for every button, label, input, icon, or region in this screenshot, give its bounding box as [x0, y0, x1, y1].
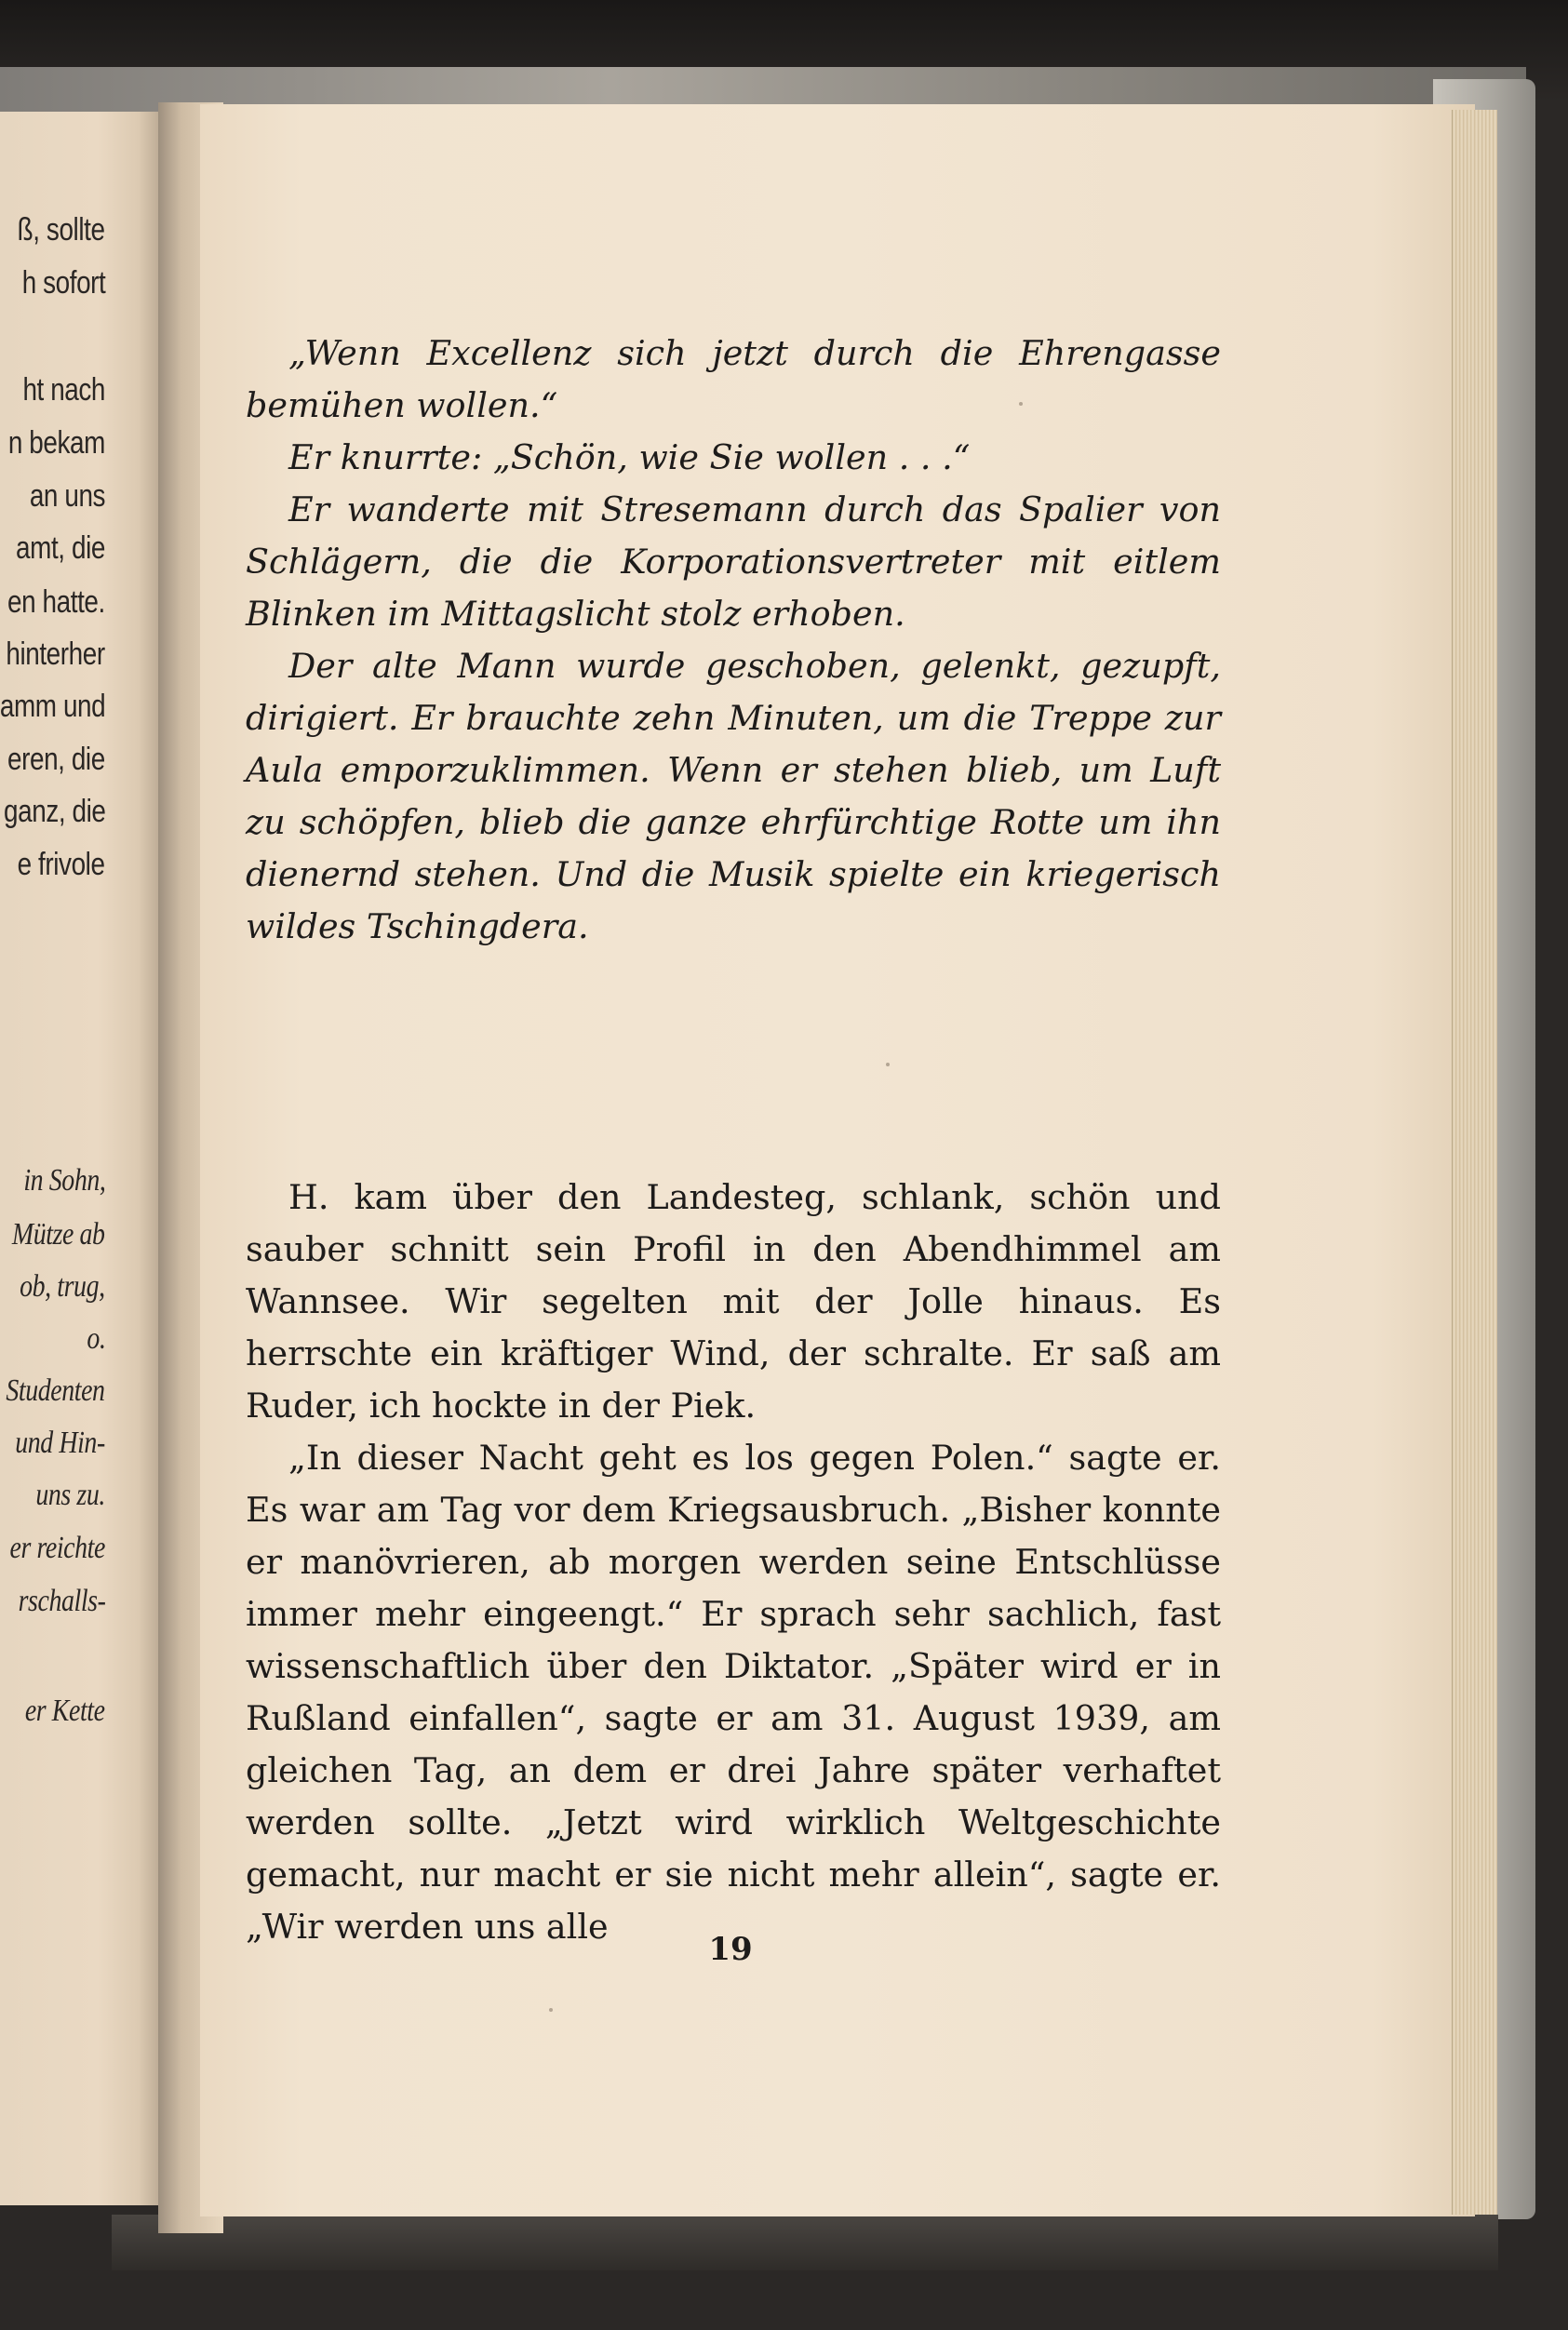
left-page-line-fragment: en hatte.: [7, 584, 105, 620]
left-page-line-fragment: ht nach: [22, 372, 105, 408]
left-page-line-fragment: er reichte: [9, 1531, 105, 1565]
page-number: 19: [708, 1931, 753, 1968]
paper-speck: [1019, 402, 1023, 406]
italic-paragraph: „Wenn Excellenz sich jetzt durch die Ehrengasse bemühen wollen.“: [246, 333, 1221, 425]
body-paragraph: „In dieser Nacht geht es los gegen Polen.“ sagte er. Es war am Tag vor dem Kriegsausbruch. „Bisher konnte er manövrieren, ab morgen werden seine Entschlüsse immer mehr eingeengt.“ Er sprach sehr sachlich, fast wissenschaftlich über den Diktator. „Später wird er in Rußland einfallen“, sagte er am 31. August 1939, am gleichen Tag, an dem er drei Jahre später verhaftet werden sollte. „Jetzt wird wirklich Weltgeschichte gemacht, nur macht er sie nicht mehr allein“, sagte er. „Wir werden uns alle: [246, 1438, 1221, 1947]
left-page-line-fragment: ß, sollte: [18, 212, 105, 248]
left-page-line-fragment: n bekam: [7, 425, 105, 461]
left-page-line-fragment: amt, die: [16, 530, 105, 566]
left-page-line-fragment: e frivole: [18, 847, 105, 882]
left-page-line-fragment: Mütze ab: [12, 1217, 105, 1252]
left-page: [0, 112, 163, 2205]
left-page-line-fragment: Studenten: [6, 1373, 105, 1408]
left-page-line-fragment: ob, trug,: [20, 1269, 105, 1304]
roman-passage: [246, 1172, 1221, 1953]
left-page-line-fragment: rschalls-: [18, 1584, 105, 1618]
left-page-line-fragment: eren, die: [7, 742, 105, 777]
page-stack-edge: [1452, 110, 1497, 2215]
left-page-line-fragment: in Sohn,: [22, 1163, 105, 1198]
paper-speck: [886, 1063, 890, 1066]
book-bottom-cover: [112, 2215, 1498, 2270]
left-page-line-fragment: und Hin-: [15, 1426, 105, 1460]
italic-paragraph: Er knurrte: „Schön, wie Sie wollen . . .“: [288, 437, 971, 477]
left-page-line-fragment: h sofort: [21, 265, 105, 301]
italic-passage: [246, 328, 1221, 953]
italic-paragraph: Er wanderte mit Stresemann durch das Spalier von Schlägern, die die Korporationsvertreter mit eitlem Blinken im Mittagslicht stolz erhoben.: [246, 489, 1221, 634]
left-page-line-fragment: an uns: [29, 478, 105, 514]
left-page-line-fragment: er Kette: [25, 1694, 105, 1728]
italic-paragraph: Der alte Mann wurde geschoben, gelenkt, gezupft, dirigiert. Er brauchte zehn Minuten, um die Treppe zur Aula emporzuklimmen. Wenn er stehen blieb, um Luft zu schöpfen, blieb die ganze ehrfürchtige Rotte um ihn dienernd stehen. Und die Musik spielte ein kriegerisch wildes Tschingdera.: [246, 646, 1221, 946]
body-paragraph: H. kam über den Landesteg, schlank, schön und sauber schnitt sein Profil in den Abendhimmel am Wannsee. Wir segelten mit der Jolle hinaus. Es herrschte ein kräftiger Wind, der schralte. Er saß am Ruder, ich hockte in der Piek.: [246, 1177, 1221, 1426]
left-page-line-fragment: hinterher: [6, 636, 105, 672]
left-page-line-fragment: ganz, die: [3, 794, 105, 829]
left-page-line-fragment: amm und: [0, 689, 105, 724]
left-page-line-fragment: o.: [86, 1321, 105, 1356]
paper-speck: [549, 2008, 553, 2012]
left-page-line-fragment: uns zu.: [35, 1478, 105, 1512]
